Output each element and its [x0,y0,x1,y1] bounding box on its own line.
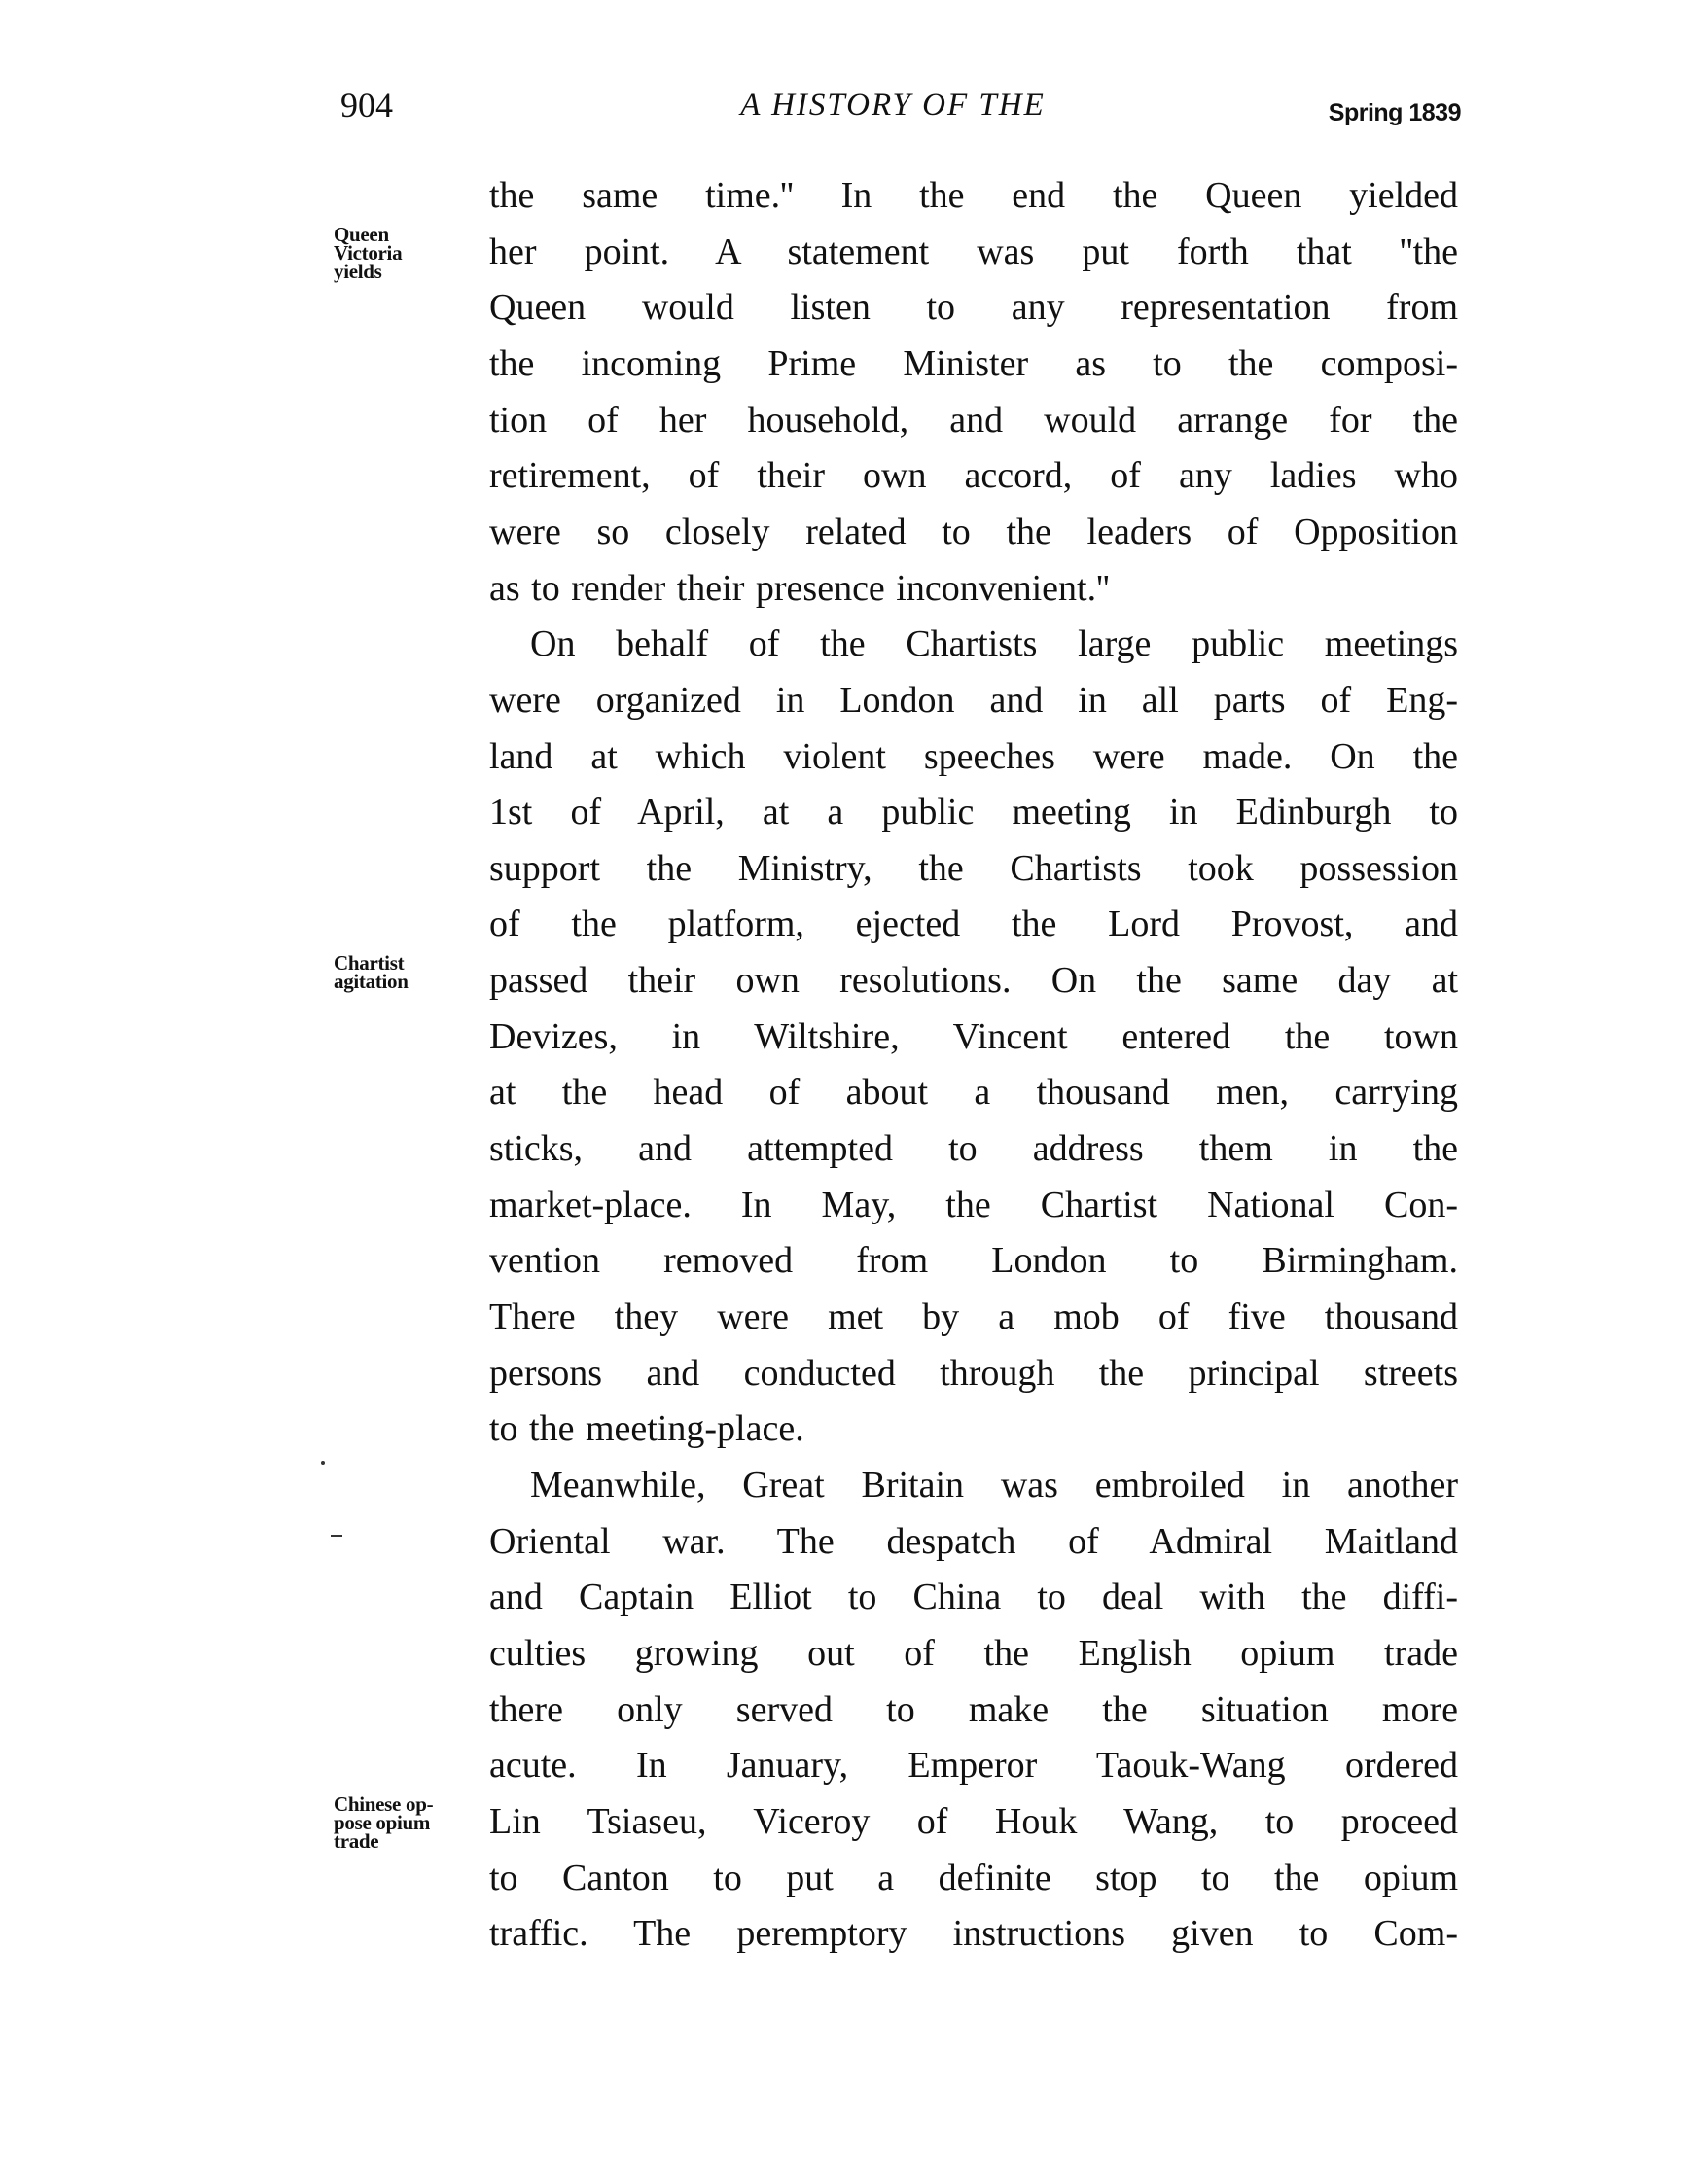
text-line: there only served to make the situation more [489,1688,1458,1730]
text-line: support the Ministry, the Chartists took possession [489,847,1458,889]
margin-note-line: Chartist [334,951,405,975]
margin-note-line: Queen [334,222,389,246]
text-line: passed their own resolutions. On the same day at [489,960,1458,1002]
text-line: to Canton to put a definite stop to the opium [489,1857,1458,1898]
margin-note [334,1791,434,1853]
margin-note-line: Victoria [334,240,403,265]
text-line: vention removed from London to Birmingham. [489,1240,1458,1282]
text-line: market-place. In May, the Chartist National Con- [489,1184,1458,1225]
text-line: the incoming Prime Minister as to the composi- [489,342,1458,384]
text-line: sticks, and attempted to address them in the [489,1128,1458,1170]
stray-dot-mark [321,1461,325,1465]
text-line: persons and conducted through the principal streets [489,1352,1458,1394]
margin-note [334,951,409,994]
text-line: Oriental war. The despatch of Admiral Maitland [489,1520,1458,1562]
text-line: to the meeting-place. [489,1408,804,1450]
text-line: There they were met by a mob of five thousand [489,1296,1458,1337]
date-heading: Spring 1839 [1328,99,1461,126]
running-title: A HISTORY OF THE [740,88,1046,123]
page-number: 904 [340,86,393,124]
margin-note [334,222,403,283]
text-line: her point. A statement was put forth that ''the [489,230,1458,272]
text-line: at the head of about a thousand men, carrying [489,1072,1458,1114]
text-line: the same time.'' In the end the Queen yielded [489,175,1458,216]
text-line: and Captain Elliot to China to deal with the diffi- [489,1577,1458,1618]
text-line: acute. In January, Emperor Taouk-Wang ordered [489,1745,1458,1787]
text-line: were organized in London and in all parts of Eng- [489,679,1458,721]
margin-note-line: pose opium [334,1810,431,1834]
text-line: land at which violent speeches were made. On the [489,735,1458,777]
text-line: as to render their presence inconvenient.'' [489,567,1110,609]
text-line: 1st of April, at a public meeting in Edinburgh to [489,792,1458,833]
margin-note-line: yields [334,259,382,283]
text-line: Lin Tsiaseu, Viceroy of Houk Wang, to proceed [489,1800,1458,1842]
margin-note-line: trade [334,1828,379,1853]
stray-dash-mark [331,1535,342,1537]
margin-note-line: Chinese op- [334,1791,434,1816]
text-line: tion of her household, and would arrange for the [489,399,1458,441]
text-line: traffic. The peremptory instructions given to Com- [489,1913,1458,1955]
text-line: were so closely related to the leaders of Opposition [489,511,1458,552]
text-line: Queen would listen to any representation from [489,287,1458,329]
text-line: Meanwhile, Great Britain was embroiled in another [530,1464,1458,1506]
text-line: culties growing out of the English opium trade [489,1632,1458,1674]
text-line: of the platform, ejected the Lord Provost, and [489,904,1458,945]
margin-note-line: agitation [334,970,409,994]
text-line: Devizes, in Wiltshire, Vincent entered the town [489,1015,1458,1057]
text-line: On behalf of the Chartists large public meetings [530,623,1458,665]
text-line: retirement, of their own accord, of any ladies who [489,455,1458,497]
